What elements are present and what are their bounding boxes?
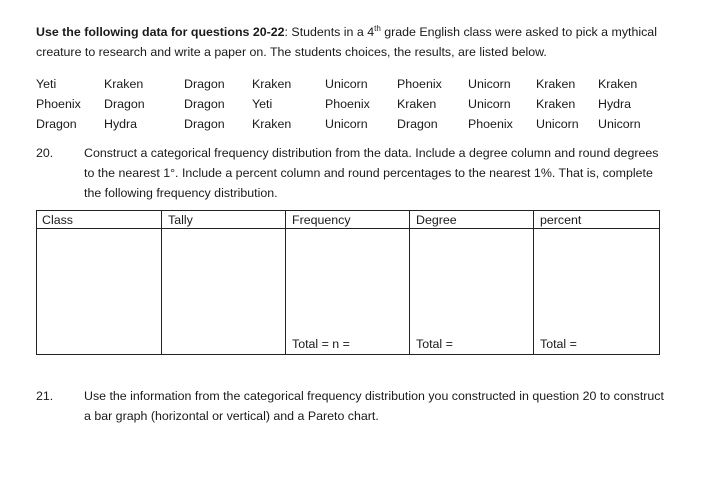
data-cell: Unicorn [325,117,368,131]
column-divider [161,211,162,354]
raw-data-grid [36,74,696,134]
data-cell: Phoenix [397,77,442,91]
data-cell: Kraken [397,97,437,111]
data-cell: Dragon [184,117,225,131]
data-cell: Kraken [104,77,144,91]
column-divider [285,211,286,354]
question-number: 20. [36,146,54,160]
ordinal-superscript: th [374,24,381,33]
data-cell: Kraken [536,77,576,91]
header-degree: Degree [416,213,457,227]
data-cell: Unicorn [468,97,511,111]
data-cell: Yeti [36,77,57,91]
data-row-3 [36,114,696,134]
intro-text-before-sup: : Students in a 4 [284,25,375,39]
intro-bold-lead: Use the following data for questions 20-22 [36,25,285,39]
data-row-2 [36,94,696,114]
data-cell: Yeti [252,97,273,111]
data-row-1 [36,74,696,94]
question-number: 21. [36,389,54,403]
data-cell: Unicorn [468,77,511,91]
data-cell: Hydra [598,97,632,111]
data-cell: Dragon [104,97,145,111]
intro-text-after-sup: grade English class were asked to pick a mythical creature to research and write a paper on. The students choices, the results, are listed below. [36,25,657,59]
data-cell: Unicorn [536,117,579,131]
data-cell: Unicorn [325,77,368,91]
data-cell: Kraken [536,97,576,111]
header-frequency: Frequency [292,213,351,227]
degree-total-label: Total = [416,337,453,351]
data-cell: Hydra [104,117,138,131]
data-cell: Dragon [184,97,225,111]
question-text: Use the information from the categorical frequency distribution you constructed in question 20 to construct a bar graph (horizontal or vertical) and a Pareto chart. [84,389,664,423]
data-cell: Dragon [397,117,438,131]
column-divider [409,211,410,354]
data-cell: Dragon [184,77,225,91]
frequency-distribution-table [36,210,660,355]
intro-paragraph [36,22,676,62]
question-text: Construct a categorical frequency distribution from the data. Include a degree column and round degrees to the nearest 1°. Include a percent column and round percentages to the nearest 1%. That is, complete the following frequency distribution. [84,146,659,200]
header-class: Class [42,213,73,227]
data-cell: Phoenix [325,97,370,111]
data-cell: Dragon [36,117,77,131]
data-cell: Kraken [252,117,292,131]
header-percent: percent [540,213,582,227]
data-cell: Phoenix [468,117,513,131]
frequency-total-label: Total = n = [292,337,350,351]
percent-total-label: Total = [540,337,577,351]
data-cell: Phoenix [36,97,81,111]
column-divider [533,211,534,354]
header-tally: Tally [168,213,193,227]
data-cell: Kraken [252,77,292,91]
data-cell: Kraken [598,77,638,91]
data-cell: Unicorn [598,117,641,131]
